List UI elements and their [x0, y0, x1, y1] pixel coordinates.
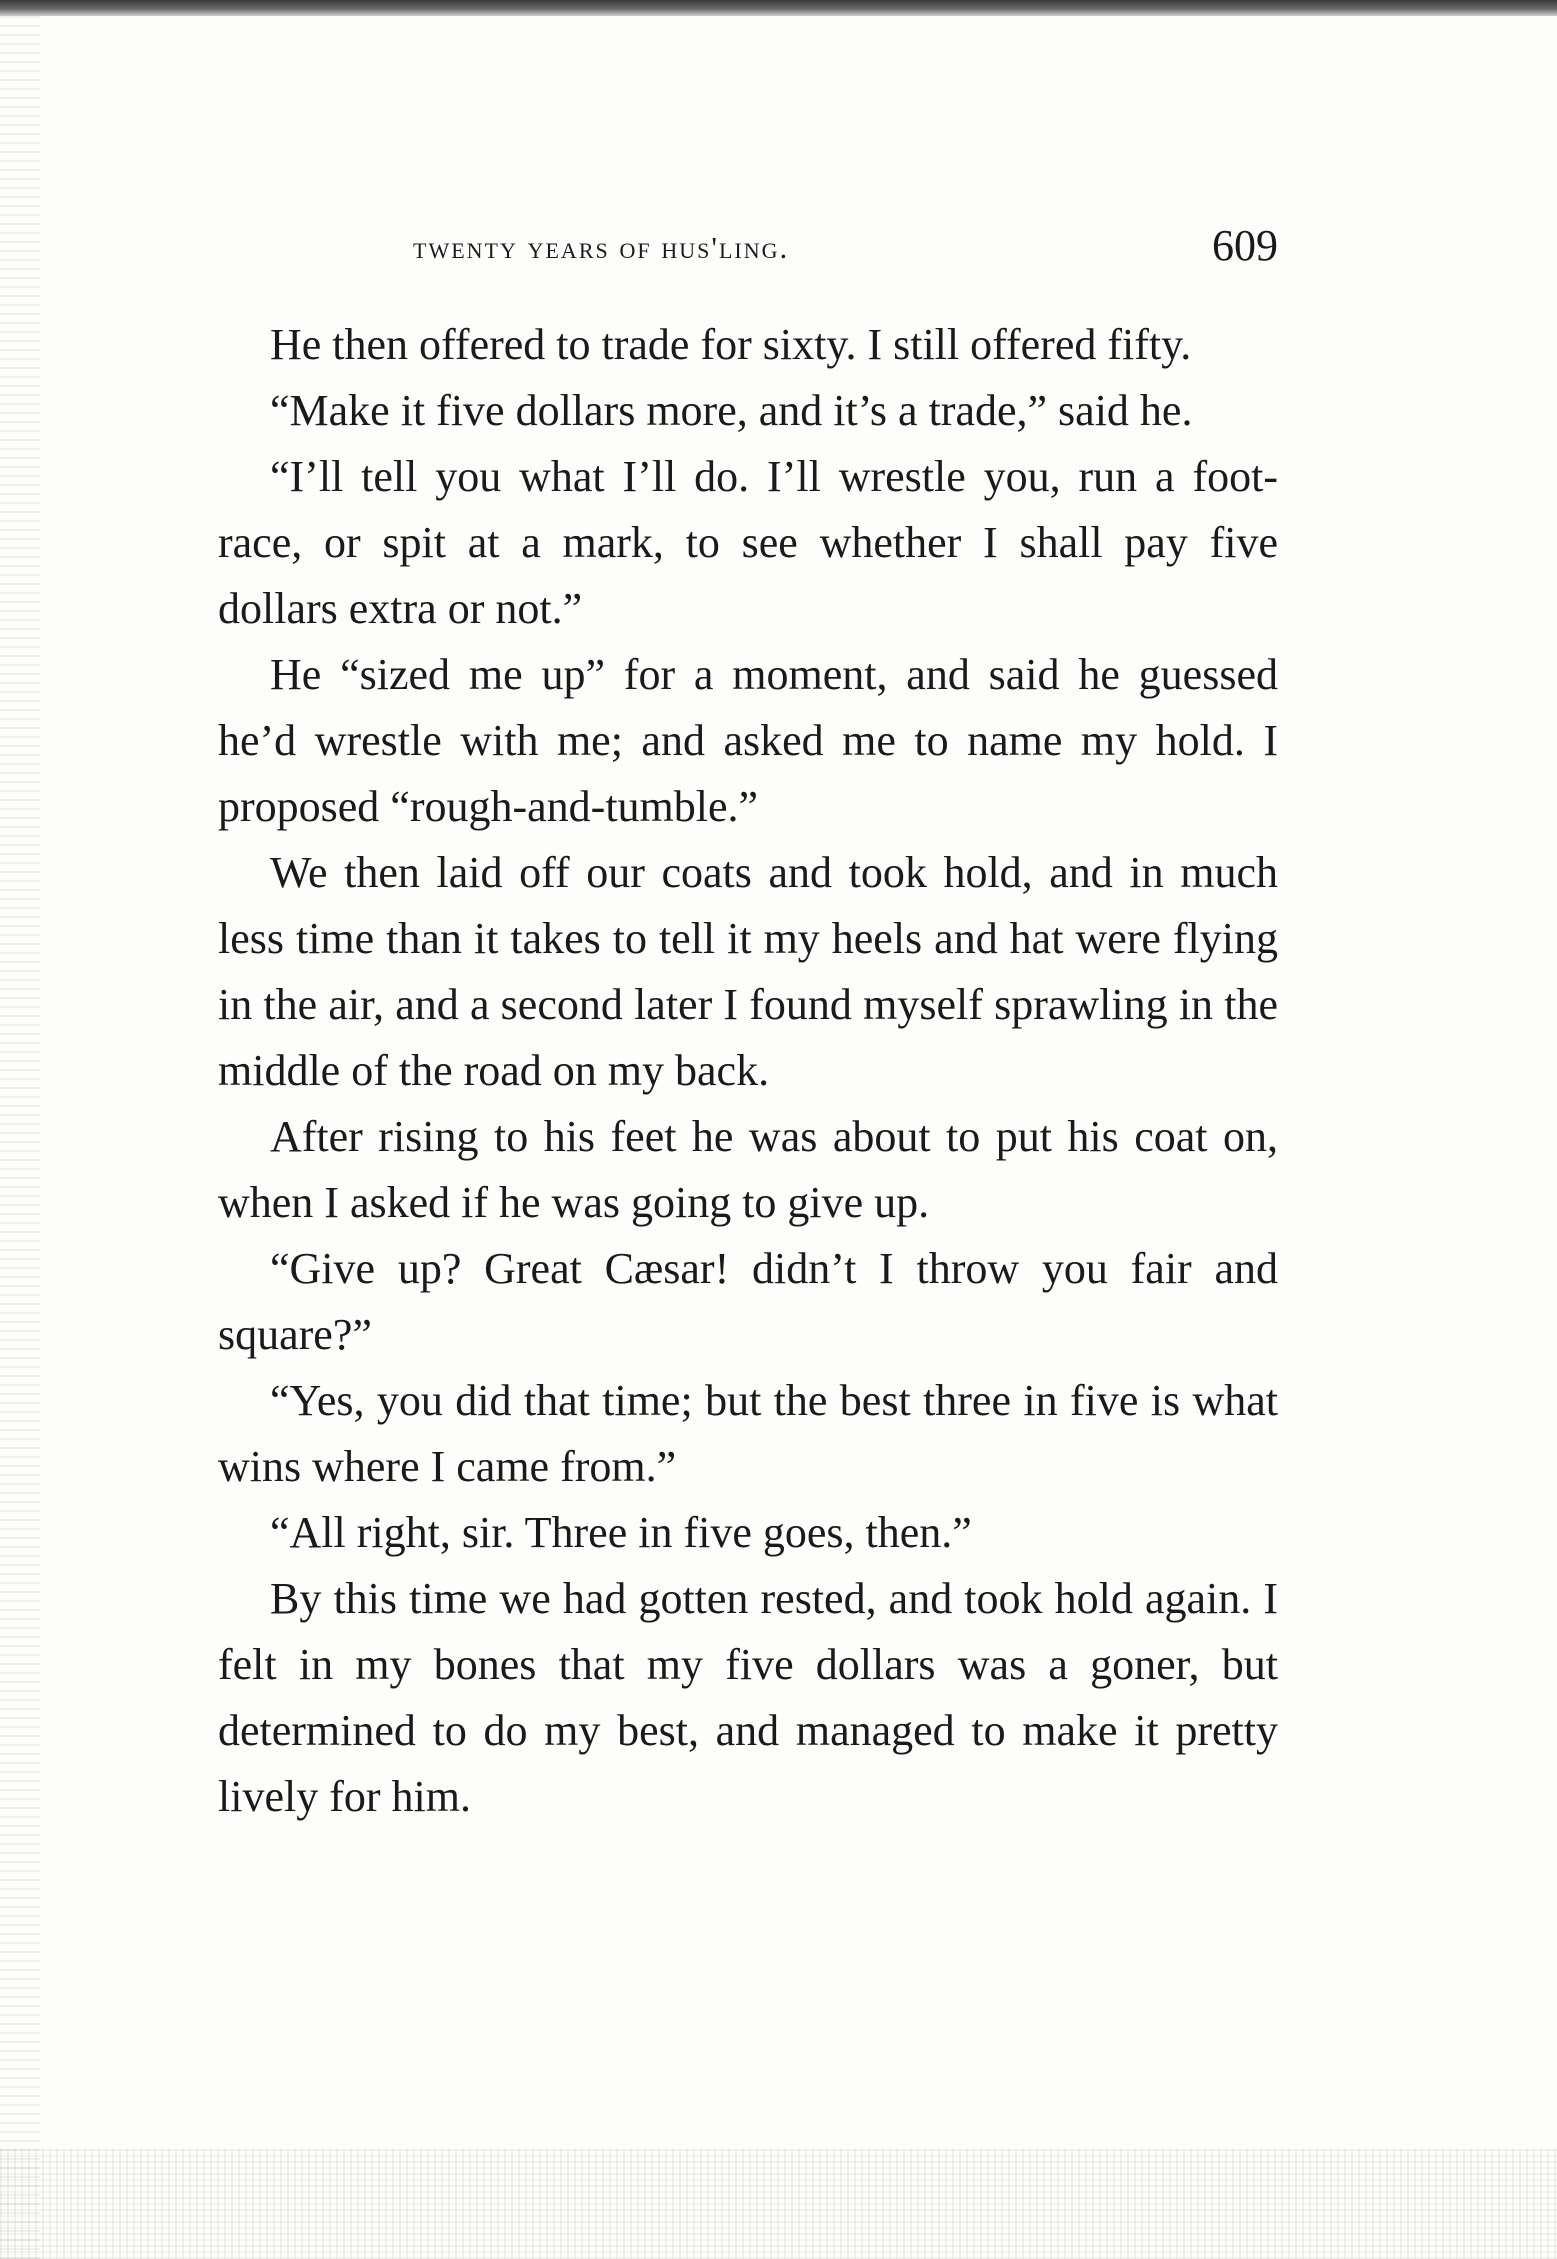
paragraph: “All right, sir. Three in five goes, then.” — [270, 1508, 972, 1557]
scan-top-edge — [0, 0, 1557, 16]
page-header — [218, 220, 1278, 280]
paragraph: “Yes, you did that time; but the best three in five is what wins where I came from.” — [218, 1376, 1278, 1491]
scan-left-margin-noise — [0, 16, 40, 2259]
paragraph: “Make it five dollars more, and it’s a trade,” said he. — [270, 386, 1193, 435]
paragraph: By this time we had gotten rested, and took hold again. I felt in my bones that my five dollars was a goner, but determined to do my best, and managed to make it pretty lively for him. — [218, 1574, 1278, 1821]
paragraph: He “sized me up” for a moment, and said he guessed he’d wrestle with me; and asked me to name my hold. I proposed “rough-and-tumble.” — [218, 650, 1278, 831]
running-title: twenty years of hus'ling. — [413, 230, 790, 265]
paragraph: “Give up? Great Cæsar! didn’t I throw you fair and square?” — [218, 1244, 1278, 1359]
paragraph: “I’ll tell you what I’ll do. I’ll wrestle you, run a foot-race, or spit at a mark, to see whether I shall pay five dollars extra or not.” — [218, 452, 1278, 633]
scan-bottom-noise — [0, 2149, 1557, 2259]
paragraph: He then offered to trade for sixty. I still offered fifty. — [270, 320, 1192, 369]
paragraph: After rising to his feet he was about to put his coat on, when I asked if he was going to give up. — [218, 1112, 1278, 1227]
paragraph: We then laid off our coats and took hold, and in much less time than it takes to tell it my heels and hat were flying in the air, and a second later I found myself sprawling in the middle of the road on my back. — [218, 848, 1278, 1095]
body-text — [218, 312, 1278, 1830]
page-number: 609 — [1212, 221, 1278, 270]
